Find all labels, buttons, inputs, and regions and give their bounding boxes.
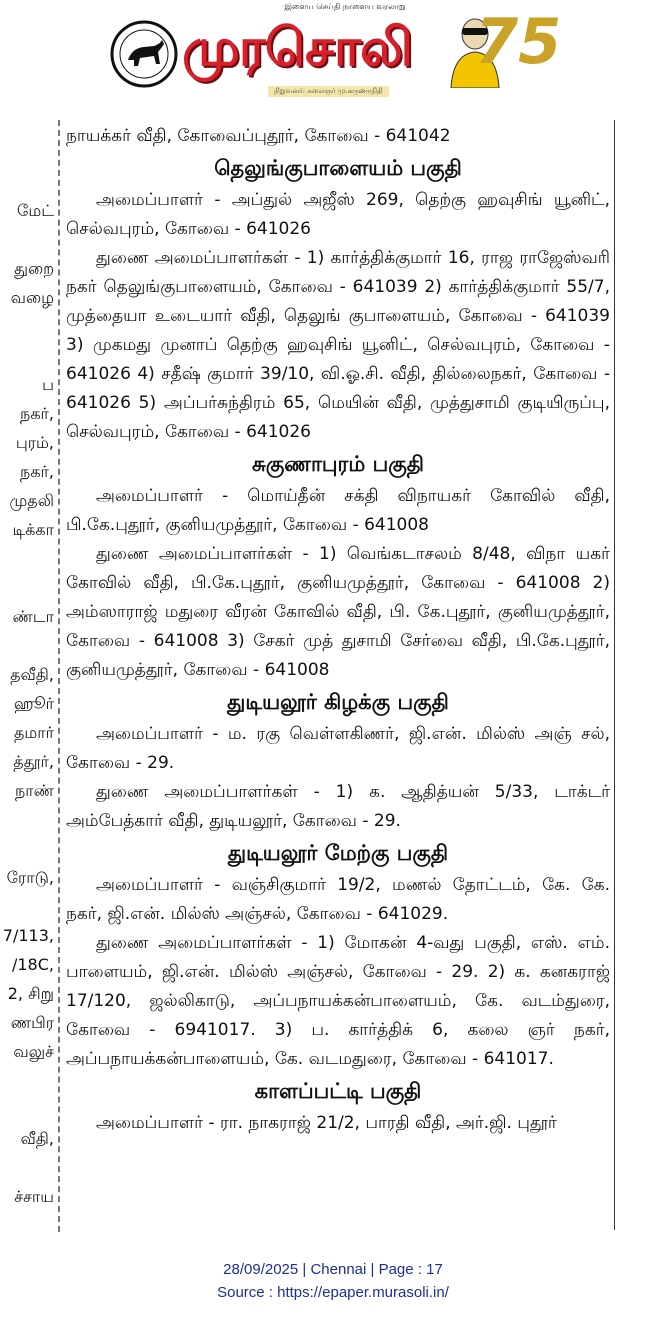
left-fragment-text: ண்டா (12, 607, 54, 626)
right-rule (614, 120, 615, 1230)
paragraph: துணை அமைப்பாளர்கள் - 1) மோகன் 4-வது பகுதி, எஸ். எம். பாளையம், ஜி.என். மில்ஸ் அஞ்சல், கோவை - 29. 2) க. கனகராஜ் 17/120, ஜல்லிகாடு, அப்பநாயக்கன்பாளையம், கே. வடம்துரை, கோவை - 6941017. 3) ப. கார்த்திக் 6, கலை ஞர் நகர், அப்பநாயக்கன்பாளையம், கே. வடமதுரை, கோவை - 641017. (66, 933, 610, 1069)
section-heading: சுகுணாபுரம் பகுதி (252, 452, 424, 476)
left-fragment-text: வலுச் (13, 1042, 54, 1061)
left-fragment-text: மேட் (17, 201, 54, 220)
paragraph: துணை அமைப்பாளர்கள் - 1) க. ஆதித்யன் 5/33, டாக்டர் அம்பேத்கார் வீதி, துடியலூர், கோவை - 29. (66, 782, 610, 831)
left-fragment-text: தமார் (13, 723, 54, 742)
left-fragment-text: நகர், (20, 404, 54, 423)
left-fragment-text: தவீதி, (10, 665, 54, 684)
paragraph: அமைப்பாளர் - வஞ்சிகுமார் 19/2, மணல் தோட்டம், கே. கே. நகர், ஜி.என். மில்ஸ் அஞ்சல், கோவை - 641029. (66, 875, 610, 924)
left-fragment-text: த்தூர், (13, 752, 54, 771)
footer-source-line: Source : https://epaper.murasoli.in/ (217, 1284, 449, 1301)
left-fragment-text: ஹூர் (13, 694, 54, 713)
left-fragment-text: ச்சாய (14, 1187, 54, 1206)
bull-emblem-icon (110, 20, 178, 88)
paragraph: அமைப்பாளர் - அப்துல் அஜீஸ் 269, தெற்கு ஹவுசிங் யூனிட், செல்வபுரம், கோவை - 641026 (66, 190, 610, 239)
section-heading: தெலுங்குபாளையம் பகுதி (214, 156, 462, 180)
left-fragment-text: டிக்கா (12, 520, 54, 539)
paragraph: துணை அமைப்பாளர்கள் - 1) வெங்கடாசலம் 8/48, விநா யகர் கோவில் வீதி, பி.கே.புதூர், குனியமுத்தூர், கோவை - 641008 2) அம்ஸாராஜ் மதுரை வீரன் கோவில் வீதி, பி. கே.புதூர், குனியமுத்தூர், கோவை - 641008 3) சேகர் முத் துசாமி சேர்வை வீதி, பி.கே.புதூர், குனியமுத்தூர், கோவை - 641008 (66, 544, 610, 680)
paragraph: அமைப்பாளர் - ரா. நாகராஜ் 21/2, பாரதி வீதி, அர்.ஜி. புதூர் (96, 1113, 557, 1133)
section-heading: காளப்பட்டி பகுதி (254, 1079, 422, 1103)
left-fragment-text: /18C, (11, 955, 54, 974)
left-fragment-text: ணபிர (10, 1013, 54, 1032)
anniversary-number: 75 (475, 5, 562, 78)
left-fragment-text: துறை (14, 259, 54, 278)
left-fragment-text: நாண் (15, 781, 54, 800)
left-fragment-text: ப (42, 375, 54, 394)
column-divider (58, 120, 60, 1232)
masthead-logo: முரசொலி (182, 18, 412, 78)
footer-date-line: 28/09/2025 | Chennai | Page : 17 (223, 1261, 443, 1278)
paragraph: நாயக்கர் வீதி, கோவைப்புதூர், கோவை - 641042 (66, 126, 451, 146)
paragraph: துணை அமைப்பாளர்கள் - 1) கார்த்திக்குமார் 16, ராஜ ராஜேஸ்வரி நகர் தெலுங்குபாளையம், கோவை - 641039 2) கார்த்திக்குமார் 55/7, முத்தையா உடையார் வீதி, தெலுங் குபாளையம், கோவை - 641039 3) முகமது முனாப் தெற்கு ஹவுசிங் யூனிட், செல்வபுரம், கோவை - 641026 4) சதீஷ் குமார் 39/10, வி.ஓ.சி. வீதி, தில்லைநகர், கோவை - 641026 5) அப்பர்சுந்திரம் 65, மெயின் வீதி, முத்துசாமி குடியிருப்பு, செல்வபுரம், கோவை - 641026 (66, 248, 610, 442)
left-column-fragment (0, 120, 56, 1232)
section-heading: துடியலூர் கிழக்கு பகுதி (227, 690, 449, 714)
left-fragment-text: புரம், (15, 433, 54, 452)
founder-line: நிறுவனர்: கலைஞர் மு.கருணாநிதி (268, 86, 389, 97)
section-heading: துடியலூர் மேற்கு பகுதி (227, 841, 449, 865)
left-fragment-text: 7/113, (2, 926, 54, 945)
left-fragment-text: முதலி (9, 491, 54, 510)
paragraph: அமைப்பாளர் - மொய்தீன் சக்தி விநாயகர் கோவில் வீதி, பி.கே.புதூர், குனியமுத்தூர், கோவை - 641008 (66, 486, 610, 535)
left-fragment-text: ரோடு, (6, 868, 54, 887)
page-footer (0, 1258, 666, 1304)
masthead (100, 0, 570, 112)
left-fragment-text: 2, சிறு (7, 984, 54, 1003)
left-fragment-text: நகர், (20, 462, 54, 481)
masthead-tagline: இளைய செய்தி நாளைய வரலாறு (284, 2, 406, 11)
paragraph: அமைப்பாளர் - ம. ரகு வெள்ளகிணர், ஜி.என். மில்ஸ் அஞ் சல், கோவை - 29. (66, 724, 610, 773)
left-fragment-text: வீதி, (20, 1129, 54, 1148)
article-column (66, 122, 610, 1232)
left-fragment-text: வழை (10, 288, 54, 307)
